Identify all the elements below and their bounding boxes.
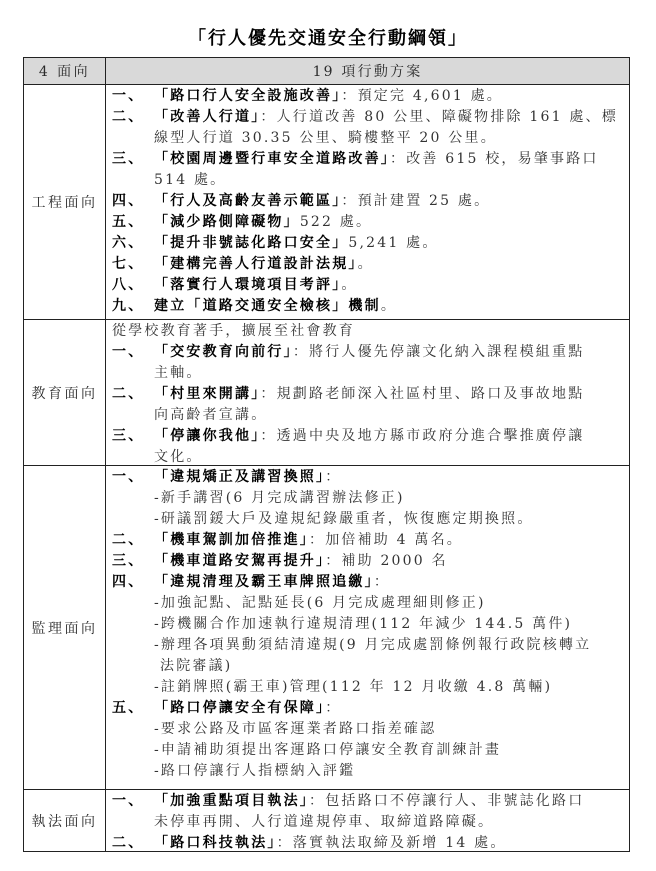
list-item <box>112 296 629 317</box>
item-number: 三、 <box>112 553 145 569</box>
item-title: 「校園周邊暨行車安全道路改善」 <box>154 151 390 167</box>
list-item <box>112 698 629 719</box>
sub-item: -註銷牌照(霸王車)管理(112 年 12 月收繳 4.8 萬輛) <box>154 679 553 695</box>
item-continuation: 線型人行道 30.35 公里、騎樓整平 20 公里。 <box>154 130 497 146</box>
list-item <box>112 530 629 551</box>
document-title: 「行人優先交通安全行動綱領」 <box>188 28 468 49</box>
item-title: 「機車道路安駕再提升」 <box>154 553 326 569</box>
section-education <box>24 319 629 465</box>
list-item <box>112 572 629 593</box>
section-enforcement <box>24 789 629 851</box>
item-title: 建立「道路交通安全檢核」機制 <box>154 298 381 314</box>
section-items <box>106 790 629 851</box>
item-number: 一、 <box>112 793 145 809</box>
item-title: 「路口停讓安全有保障」 <box>154 700 326 716</box>
item-text: 522 處。 <box>299 214 373 230</box>
list-item <box>112 86 629 107</box>
item-text: ：透過中央及地方縣市政府分進合擊推廣停讓 <box>260 428 585 444</box>
item-text: 5,241 處。 <box>348 235 439 251</box>
item-text: ：改善 615 校，易肇事路口 <box>390 151 599 167</box>
list-item <box>112 426 629 447</box>
sub-item: -路口停讓行人指標納入評鑑 <box>154 763 356 779</box>
sub-item: -研議罰鍰大戶及違規紀錄嚴重者，恢復應定期換照。 <box>154 511 534 527</box>
item-text: ：將行人優先停讓文化納入課程模組重點 <box>292 344 585 360</box>
item-number: 三、 <box>112 151 145 167</box>
item-title: 「加強重點項目執法」 <box>154 793 309 809</box>
item-number: 四、 <box>112 574 145 590</box>
item-title: 「改善人行道」 <box>154 109 261 125</box>
section-label: 執法面向 <box>24 790 106 851</box>
table-header-row <box>24 58 629 84</box>
item-title: 「違規清理及霸王車牌照追繳」 <box>154 574 374 590</box>
item-title: 「路口行人安全設施改善」 <box>154 88 342 104</box>
section-label: 工程面向 <box>24 85 106 319</box>
item-title: 「行人及高齡友善示範區」 <box>154 193 342 209</box>
item-text: ：預定完 4,601 處。 <box>341 88 503 104</box>
item-continuation: 未停車再開、人行道違規停車、取締道路障礙。 <box>154 814 495 830</box>
item-title: 「機車駕訓加倍推進」 <box>154 532 309 548</box>
item-text: ： <box>373 574 391 590</box>
item-text: 。 <box>341 277 358 293</box>
section-engineering <box>24 84 629 319</box>
list-item <box>112 254 629 275</box>
list-item <box>112 233 629 254</box>
item-continuation: 主軸。 <box>154 365 203 381</box>
item-title: 「停讓你我他」 <box>154 428 261 444</box>
item-text: ：規劃路老師深入社區村里、路口及事故地點 <box>260 386 585 402</box>
item-text: ：預計建置 25 處。 <box>341 193 491 209</box>
section-label: 教育面向 <box>24 320 106 465</box>
list-item <box>112 212 629 233</box>
item-title: 「落實行人環境項目考評」 <box>154 277 342 293</box>
item-number: 一、 <box>112 344 145 360</box>
item-text: ：加倍補助 4 萬名。 <box>309 532 464 548</box>
item-number: 八、 <box>112 277 145 293</box>
item-number: 二、 <box>112 109 145 125</box>
item-number: 二、 <box>112 386 145 402</box>
list-item <box>112 149 629 170</box>
item-number: 七、 <box>112 256 145 272</box>
list-item <box>112 551 629 572</box>
sub-item: -加強記點、記點延長(6 月完成處理細則修正) <box>154 595 486 611</box>
item-continuation: 向高齡者宣講。 <box>154 407 268 423</box>
sub-item-continuation: 法院審議) <box>160 658 233 674</box>
list-item <box>112 467 629 488</box>
item-number: 五、 <box>112 214 145 230</box>
section-intro: 從學校教育著手，擴展至社會教育 <box>112 323 355 339</box>
section-items <box>106 466 629 789</box>
item-text: ： <box>325 469 342 485</box>
item-number: 二、 <box>112 532 145 548</box>
action-plan-table <box>23 57 630 852</box>
item-title: 「交安教育向前行」 <box>154 344 293 360</box>
item-continuation: 文化。 <box>154 449 203 465</box>
sub-item: -要求公路及市區客運業者路口指差確認 <box>154 721 437 737</box>
item-title: 「建構完善人行道設計法規」 <box>154 256 358 272</box>
list-item <box>112 342 629 363</box>
item-number: 一、 <box>112 88 145 104</box>
section-items <box>106 320 629 465</box>
list-item <box>112 275 629 296</box>
item-number: 四、 <box>112 193 145 209</box>
item-text: ：落實執法取締及新增 14 處。 <box>276 835 507 851</box>
item-number: 三、 <box>112 428 145 444</box>
sub-item: -辦理各項異動須結清違規(9 月完成處罰條例報行政院核轉立 <box>154 637 592 653</box>
item-text: 。 <box>380 298 398 314</box>
sub-item: -跨機關合作加速執行違規清理(112 年減少 144.5 萬件) <box>154 616 573 632</box>
list-item <box>112 107 629 128</box>
item-text: ： <box>325 700 342 716</box>
item-number: 六、 <box>112 235 145 251</box>
item-number: 五、 <box>112 700 145 716</box>
item-title: 「違規矯正及講習換照」 <box>154 469 326 485</box>
header-aspects: 4 面向 <box>24 58 106 84</box>
item-continuation: 514 處。 <box>154 172 227 188</box>
item-text: ：補助 2000 名 <box>325 553 448 569</box>
section-label: 監理面向 <box>24 466 106 789</box>
list-item <box>112 384 629 405</box>
item-title: 「路口科技執法」 <box>154 835 277 851</box>
item-title: 「減少路側障礙物」 <box>154 214 300 230</box>
section-supervision <box>24 465 629 789</box>
list-item <box>112 791 629 812</box>
item-number: 一、 <box>112 469 145 485</box>
item-number: 二、 <box>112 835 145 851</box>
item-number: 九、 <box>112 298 145 314</box>
sub-item: -新手講習(6 月完成講習辦法修正) <box>154 490 405 506</box>
item-title: 「村里來開講」 <box>154 386 261 402</box>
header-action-plans: 19 項行動方案 <box>312 64 423 80</box>
item-text: 。 <box>357 256 374 272</box>
item-title: 「提升非號誌化路口安全」 <box>154 235 349 251</box>
list-item <box>112 191 629 212</box>
section-items <box>106 85 629 319</box>
sub-item: -申請補助須提出客運路口停讓安全教育訓練計畫 <box>154 742 502 758</box>
item-text: ：包括路口不停讓行人、非號誌化路口 <box>309 793 585 809</box>
list-item <box>112 833 629 854</box>
item-text: ：人行道改善 80 公里、障礙物排除 161 處、標 <box>260 109 618 125</box>
